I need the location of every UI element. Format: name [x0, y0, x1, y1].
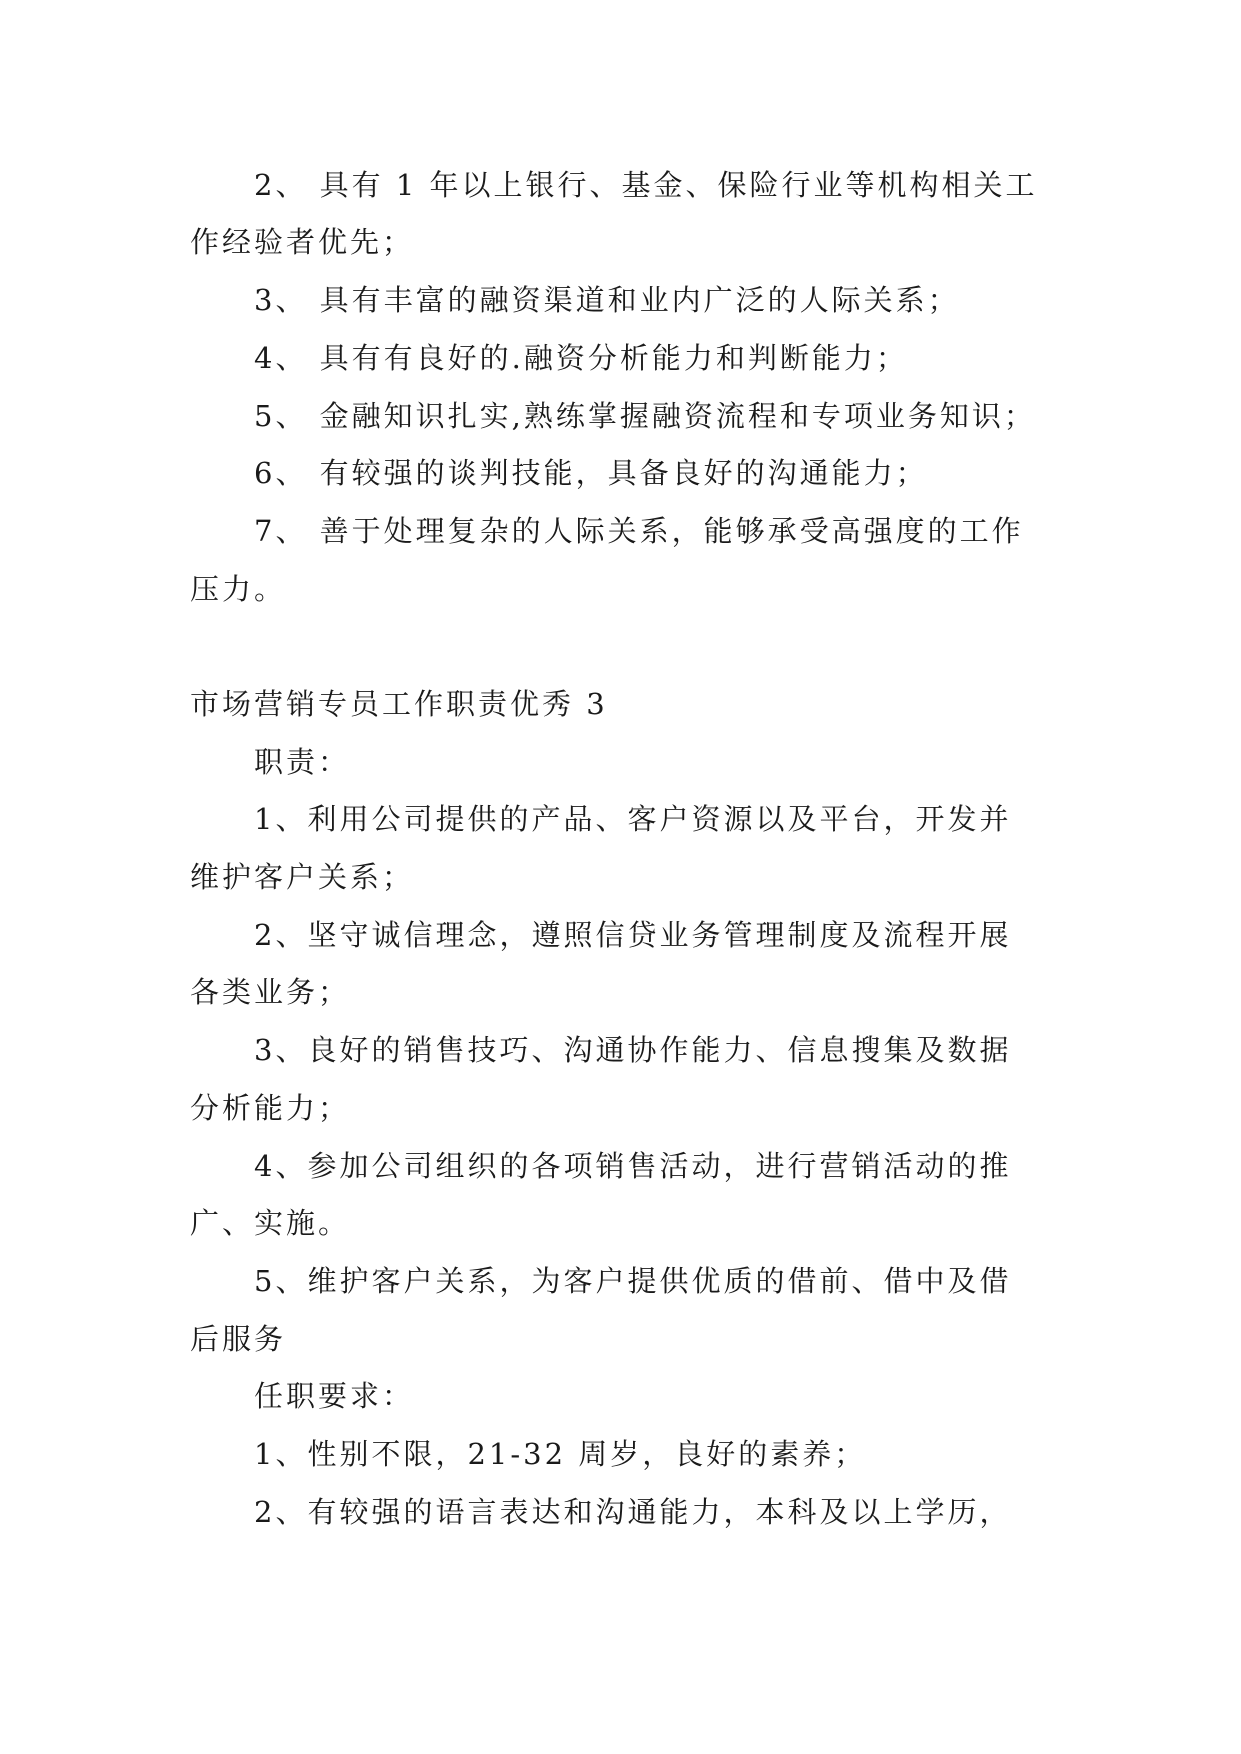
list-item-line: 各类业务；: [190, 975, 351, 1009]
list-item-line: 4、 具有有良好的.融资分析能力和判断能力；: [254, 341, 908, 375]
duties-label: 职责：: [254, 745, 351, 779]
list-item-line: 压力。: [190, 572, 287, 606]
section-title: 市场营销专员工作职责优秀 3: [190, 687, 608, 721]
list-item-line: 1、性别不限，21-32 周岁，良好的素养；: [254, 1437, 867, 1471]
list-item-line: 2、 具有 1 年以上银行、基金、保险行业等机构相关工: [254, 168, 1038, 202]
list-item-line: 5、 金融知识扎实,熟练掌握融资流程和专项业务知识；: [254, 399, 1036, 433]
list-item-line: 4、参加公司组织的各项销售活动，进行营销活动的推: [254, 1149, 1012, 1183]
list-item-line: 广、实施。: [190, 1206, 351, 1240]
list-item-line: 作经验者优先；: [190, 225, 415, 259]
list-item-line: 维护客户关系；: [190, 860, 415, 894]
list-item-line: 3、 具有丰富的融资渠道和业内广泛的人际关系；: [254, 283, 960, 317]
list-item-line: 6、 有较强的谈判技能，具备良好的沟通能力；: [254, 456, 928, 490]
list-item-line: 分析能力；: [190, 1091, 351, 1125]
list-item-line: 2、坚守诚信理念，遵照信贷业务管理制度及流程开展: [254, 918, 1012, 952]
list-item-line: 2、有较强的语言表达和沟通能力，本科及以上学历，: [254, 1495, 1012, 1529]
list-item-line: 3、良好的销售技巧、沟通协作能力、信息搜集及数据: [254, 1033, 1012, 1067]
requirements-label: 任职要求：: [254, 1379, 415, 1413]
list-item-line: 7、 善于处理复杂的人际关系，能够承受高强度的工作: [254, 514, 1024, 548]
list-item-line: 1、利用公司提供的产品、客户资源以及平台，开发并: [254, 802, 1012, 836]
list-item-line: 5、维护客户关系，为客户提供优质的借前、借中及借: [254, 1264, 1012, 1298]
list-item-line: 后服务: [190, 1322, 287, 1356]
